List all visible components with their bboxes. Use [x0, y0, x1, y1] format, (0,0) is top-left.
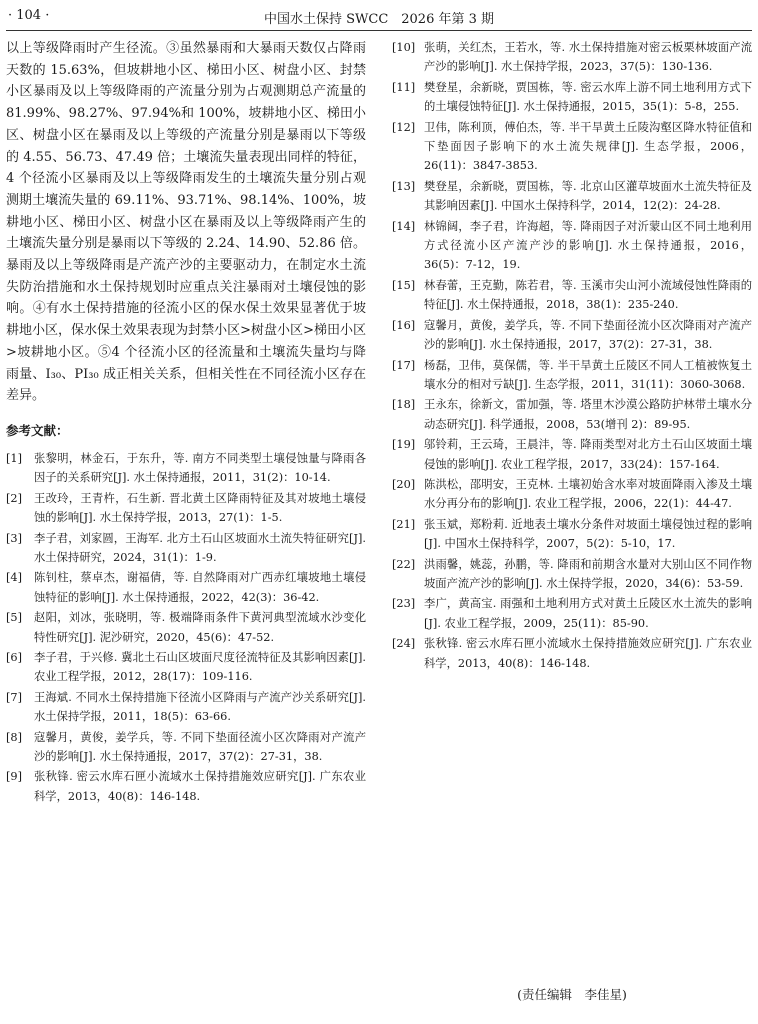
reference-text: 李子君，于兴修. 冀北土石山区坡面尺度径流特征及其影响因素[J]. 农业工程学报，2012，28(17)：109-116.: [34, 651, 366, 684]
reference-number: [9]: [6, 770, 23, 784]
reference-text: 张秋锋. 密云水库石匣小流域水土保持措施效应研究[J]. 广东农业科学，2013，40(8)：146-148.: [34, 770, 366, 803]
reference-item: [392, 515, 752, 554]
reference-item: [6, 728, 366, 767]
reference-number: [13]: [392, 179, 416, 193]
reference-item: [6, 767, 366, 806]
reference-item: [6, 529, 366, 568]
reference-text: 赵阳，刘冰，张晓明，等. 极端降雨条件下黄河典型流域水沙变化特性研究[J]. 泥沙研究，2020，45(6)：47-52.: [34, 611, 366, 644]
reference-item: [392, 356, 752, 395]
reference-item: [6, 489, 366, 528]
reference-number: [23]: [392, 597, 416, 611]
reference-text: 樊登星，余新晓，贾国栋，等. 北京山区灌草坡面水土流失特征及其影响因素[J]. 中国水土保持科学，2014，12(2)：24-28.: [424, 179, 752, 213]
reference-number: [8]: [6, 730, 23, 744]
reference-item: [392, 276, 752, 315]
page-header: [0, 0, 758, 30]
reference-text: 林锦阔，李子君，许海超，等. 降雨因子对沂蒙山区不同土地利用方式径流小区产流产沙的影响[J]. 水土保持通报，2016，36(5)：7-12，19.: [424, 219, 752, 272]
reference-item: [6, 648, 366, 687]
reference-number: [17]: [392, 358, 416, 372]
reference-number: [20]: [392, 477, 416, 491]
reference-text: 李广，黄高宝. 雨强和土地利用方式对黄土丘陵区水土流失的影响[J]. 农业工程学报，2009，25(11)：85-90.: [424, 597, 752, 630]
reference-item: [392, 177, 752, 216]
reference-number: [19]: [392, 438, 416, 452]
reference-item: [392, 435, 752, 474]
reference-text: 邬铃莉，王云琦，王晨沣，等. 降雨类型对北方土石山区坡面土壤侵蚀的影响[J]. 农业工程学报，2017，33(24)：157-164.: [424, 438, 752, 471]
references-list-right: [392, 38, 752, 673]
journal-title: 中国水土保持 SWCC 2026 年第 3 期: [263, 12, 495, 27]
reference-item: [392, 555, 752, 594]
reference-text: 张黎明，林金石，于东升，等. 南方不同类型土壤侵蚀量与降雨各因子的关系研究[J]. 水土保持通报，2011，31(2)：10-14.: [34, 451, 366, 485]
reference-text: 卫伟，陈利顶，傅伯杰，等. 半干旱黄土丘陵沟壑区降水特征值和下垫面因子影响下的水土流失规律[J]. 生态学报，2006，26(11)：3847-3853.: [424, 120, 752, 173]
reference-item: [392, 217, 752, 275]
reference-item: [392, 395, 752, 434]
reference-number: [21]: [392, 517, 416, 531]
reference-text: 王海斌. 不同水土保持措施下径流小区降雨与产流产沙关系研究[J]. 水土保持学报，2011，18(5)：63-66.: [34, 690, 366, 724]
reference-text: 林春蕾，王克勤，陈若君，等. 玉溪市尖山河小流域侵蚀性降雨的特征[J]. 水土保持通报，2018，38(1)：235-240.: [424, 278, 752, 312]
reference-text: 张玉斌，郑粉莉. 近地表土壤水分条件对坡面土壤侵蚀过程的影响[J]. 中国水土保持科学，2007，5(2)：5-10，17.: [424, 517, 752, 551]
reference-text: 王改玲，王青杵，石生新. 晋北黄土区降雨特征及其对坡地土壤侵蚀的影响[J]. 水土保持学报，2013，27(1)：1-5.: [34, 491, 366, 525]
reference-text: 张萌，关红杰，王若水，等. 水土保持措施对密云板栗林坡面产流产沙的影响[J]. 水土保持学报，2023，37(5)：130-136.: [424, 41, 752, 74]
reference-text: 李子君，刘家圆，王海军. 北方土石山区坡面水土流失特征研究[J]. 水土保持研究，2024，31(1)：1-9.: [34, 531, 366, 564]
right-column: [392, 38, 752, 674]
reference-number: [4]: [6, 571, 23, 585]
reference-number: [12]: [392, 120, 416, 134]
reference-text: 陈洪松，邵明安，王克林. 土壤初始含水率对坡面降雨入渗及土壤水分再分布的影响[J]. 农业工程学报，2006，22(1)：44-47.: [424, 477, 752, 511]
reference-item: [392, 78, 752, 117]
reference-text: 王永东，徐新文，雷加强，等. 塔里木沙漠公路防护林带土壤水分动态研究[J]. 科学通报，2008，53(增刊 2)：89-95.: [424, 398, 752, 431]
page-number: · 104 ·: [8, 8, 50, 23]
reference-text: 樊登星，余新晓，贾国栋，等. 密云水库上游不同土地利用方式下的土壤侵蚀特征[J]. 水土保持通报，2015，35(1)：5-8，255.: [424, 80, 752, 114]
reference-text: 寇馨月，黄俊，姜学兵，等. 不同下垫面径流小区次降雨对产流产沙的影响[J]. 水土保持通报，2017，37(2)：27-31，38.: [424, 318, 752, 352]
reference-number: [6]: [6, 651, 23, 665]
references-list-left: [6, 449, 366, 806]
reference-text: 陈钊柱，蔡卓杰，谢福倩，等. 自然降雨对广西赤红壤坡地土壤侵蚀特征的影响[J]. 水土保持通报，2022，42(3)：36-42.: [34, 571, 366, 604]
reference-number: [22]: [392, 557, 416, 571]
reference-item: [392, 594, 752, 633]
conclusion-paragraph: 以上等级降雨时产生径流。③虽然暴雨和大暴雨天数仅占降雨天数的 15.63%，但坡耕地小区、梯田小区、树盘小区、封禁小区暴雨及以上等级降雨的产流量分别为占观测期总产流量的 81.99%、98.27%、97.94%和 100%，坡耕地小区、梯田小区、树盘小区在暴雨及以上等级的产流量分别是暴雨以下等级的 4.55、56.73、47.49 倍；土壤流失量表现出同样的特征，4 个径流小区暴雨及以上等级降雨发生的土壤流失量分别占观测期土壤流失量的 69.11%、93.71%、98.14%、100%，坡耕地小区、梯田小区、树盘小区在暴雨及以上等级降雨产生的土壤流失量分别是暴雨以下等级的 2.24、14.90、52.86 倍。暴雨及以上等级降雨是产流产沙的主要驱动力，在制定水土流失防治措施和水土保持规划时应重点关注暴雨对土壤侵蚀的影响。④有水土保持措施的径流小区的保水保土效果显著优于坡耕地小区，保水保土效果表现为封禁小区>树盘小区>梯田小区>坡耕地小区。⑤4 个径流小区的径流量和土壤流失量均与降雨量、I₃₀、PI₃₀ 成正相关关系，但相关性在不同径流小区存在差异。: [6, 41, 366, 404]
reference-item: [392, 634, 752, 673]
reference-number: [11]: [392, 80, 416, 94]
reference-item: [6, 568, 366, 607]
reference-number: [14]: [392, 219, 416, 233]
reference-number: [16]: [392, 318, 416, 332]
reference-item: [392, 475, 752, 514]
reference-item: [6, 608, 366, 647]
responsible-editor: (责任编辑 李佳星): [517, 987, 627, 1002]
reference-item: [392, 38, 752, 77]
reference-number: [24]: [392, 637, 416, 651]
reference-number: [2]: [6, 491, 23, 505]
reference-item: [6, 688, 366, 727]
reference-item: [392, 118, 752, 176]
reference-number: [10]: [392, 41, 416, 54]
reference-item: [392, 316, 752, 355]
header-rule: [6, 30, 752, 31]
reference-item: [6, 449, 366, 488]
reference-text: 张秋锋. 密云水库石匣小流域水土保持措施效应研究[J]. 广东农业科学，2013，40(8)：146-148.: [424, 637, 752, 670]
reference-text: 洪雨馨，姚蕊，孙鹏，等. 降雨和前期含水量对大别山区不同作物坡面产流产沙的影响[J]. 水土保持学报，2020，34(6)：53-59.: [424, 557, 752, 590]
reference-number: [7]: [6, 690, 23, 704]
reference-number: [15]: [392, 278, 416, 292]
reference-text: 寇馨月，黄俊，姜学兵，等. 不同下垫面径流小区次降雨对产流产沙的影响[J]. 水土保持通报，2017，37(2)：27-31，38.: [34, 730, 366, 764]
reference-number: [1]: [6, 451, 23, 465]
reference-number: [5]: [6, 611, 23, 625]
reference-number: [18]: [392, 398, 416, 412]
references-heading: 参考文献：: [6, 422, 69, 438]
left-column: [6, 38, 366, 807]
reference-number: [3]: [6, 531, 23, 545]
reference-text: 杨磊，卫伟，莫保儒，等. 半干旱黄土丘陵区不同人工植被恢复土壤水分的相对亏缺[J]. 生态学报，2011，31(11)：3060-3068.: [424, 358, 752, 391]
